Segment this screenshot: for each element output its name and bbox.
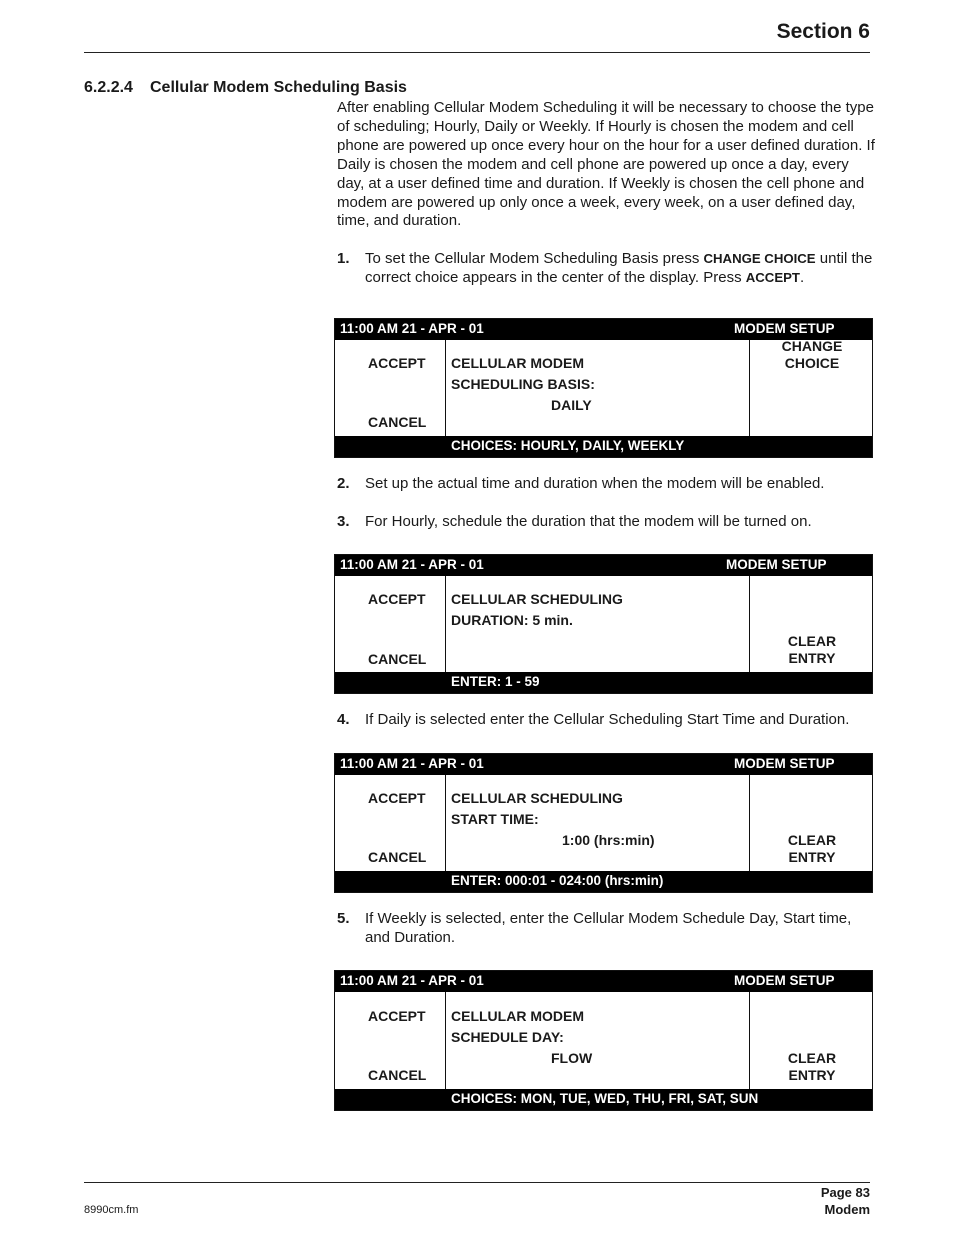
display-mode: MODEM SETUP <box>734 756 835 771</box>
display-divider <box>749 992 750 1089</box>
step-number: 5. <box>337 910 350 927</box>
clear-entry-softkey[interactable]: CLEAR ENTRY <box>787 1050 837 1083</box>
display-divider <box>445 340 446 436</box>
chapter-name: Modem <box>824 1202 870 1217</box>
display-datetime: 11:00 AM 21 - APR - 01 <box>340 321 484 336</box>
heading-title: Cellular Modem Scheduling Basis <box>150 79 407 96</box>
display-footer-bar <box>335 1089 872 1110</box>
step-3 <box>337 512 877 531</box>
step-text: Set up the actual time and duration when the modem will be enabled. <box>365 475 825 492</box>
step-text: If Daily is selected enter the Cellular Scheduling Start Time and Duration. <box>365 711 850 728</box>
display-datetime: 11:00 AM 21 - APR - 01 <box>340 557 484 572</box>
step-2 <box>337 474 877 493</box>
display-line1: CELLULAR MODEM <box>451 355 584 371</box>
display-datetime: 11:00 AM 21 - APR - 01 <box>340 973 484 988</box>
display-divider <box>445 576 446 672</box>
accept-softkey[interactable]: ACCEPT <box>368 790 426 806</box>
step-number: 3. <box>337 513 350 530</box>
step-number: 2. <box>337 475 350 492</box>
display-panel-start-time <box>334 753 873 893</box>
subsection-heading <box>84 79 407 97</box>
display-footer-bar <box>335 672 872 693</box>
cancel-softkey[interactable]: CANCEL <box>368 849 427 865</box>
display-mode: MODEM SETUP <box>734 973 835 988</box>
display-value: 1:00 (hrs:min) <box>562 832 655 848</box>
step-5 <box>337 909 877 947</box>
display-value: DAILY <box>551 397 592 413</box>
display-status-bar <box>335 754 872 775</box>
cancel-softkey[interactable]: CANCEL <box>368 414 427 430</box>
display-status-bar <box>335 555 872 576</box>
display-panel-duration <box>334 554 873 694</box>
clear-entry-softkey[interactable]: CLEAR ENTRY <box>787 633 837 666</box>
accept-softkey[interactable]: ACCEPT <box>368 1008 426 1024</box>
display-status-bar <box>335 971 872 992</box>
step-number: 4. <box>337 711 350 728</box>
display-line2: SCHEDULE DAY: <box>451 1029 564 1045</box>
display-line1: CELLULAR SCHEDULING <box>451 790 623 806</box>
step-text: For Hourly, schedule the duration that the modem will be turned on. <box>365 513 812 530</box>
page-number: Page 83 <box>820 1185 870 1200</box>
display-mode: MODEM SETUP <box>734 321 835 336</box>
display-value: FLOW <box>551 1050 593 1066</box>
step-text: If Weekly is selected, enter the Cellular Modem Schedule Day, Start time, and Duration. <box>365 910 852 946</box>
display-footer: CHOICES: HOURLY, DAILY, WEEKLY <box>451 438 685 453</box>
display-divider <box>749 576 750 672</box>
display-panel-basis <box>334 318 873 458</box>
header-rule <box>84 52 870 53</box>
accept-key: ACCEPT <box>745 270 800 285</box>
display-footer-bar <box>335 436 872 457</box>
display-datetime: 11:00 AM 21 - APR - 01 <box>340 756 484 771</box>
footer-rule <box>84 1182 870 1183</box>
cancel-softkey[interactable]: CANCEL <box>368 1067 427 1083</box>
step-1 <box>337 249 877 287</box>
display-line1: CELLULAR SCHEDULING <box>451 591 623 607</box>
heading-number: 6.2.2.4 <box>84 79 133 96</box>
display-divider <box>445 775 446 871</box>
accept-softkey[interactable]: ACCEPT <box>368 355 426 371</box>
display-panel-schedule-day <box>334 970 873 1111</box>
step-number: 1. <box>337 250 350 267</box>
accept-softkey[interactable]: ACCEPT <box>368 591 426 607</box>
change-choice-key: CHANGE CHOICE <box>703 251 816 266</box>
intro-paragraph: After enabling Cellular Modem Scheduling it will be necessary to choose the type of scheduling; Hourly, Daily or Weekly. If Hourly is chosen the modem and cell phone are powered up once every hour on the hour for a user defined duration. If Daily is chosen the modem and cell phone are powered up once a day, every day, at a user defined time and duration. If Weekly is chosen the cell phone and modem are powered up only once a week, every week, on a user defined day, time, and duration. <box>337 99 875 230</box>
display-line2: DURATION: 5 min. <box>451 612 573 628</box>
display-divider <box>749 775 750 871</box>
display-line2: SCHEDULING BASIS: <box>451 376 595 392</box>
step-4 <box>337 710 877 729</box>
file-name: 8990cm.fm <box>84 1204 139 1216</box>
cancel-softkey[interactable]: CANCEL <box>368 651 427 667</box>
section-title: Section 6 <box>776 20 870 43</box>
change-choice-softkey[interactable]: CHANGE CHOICE <box>781 338 843 371</box>
display-line1: CELLULAR MODEM <box>451 1008 584 1024</box>
clear-entry-softkey[interactable]: CLEAR ENTRY <box>787 832 837 865</box>
display-line2: START TIME: <box>451 811 539 827</box>
display-divider <box>445 992 446 1089</box>
display-footer: ENTER: 000:01 - 024:00 (hrs:min) <box>451 873 664 888</box>
step-text: To set the Cellular Modem Scheduling Basis press CHANGE CHOICE until the correct choice appears in the center of the display. Press ACCEPT. <box>365 250 873 286</box>
display-status-bar <box>335 319 872 340</box>
display-divider <box>749 340 750 436</box>
display-footer: CHOICES: MON, TUE, WED, THU, FRI, SAT, SUN <box>451 1091 759 1106</box>
display-footer-bar <box>335 871 872 892</box>
display-footer: ENTER: 1 - 59 <box>451 674 540 689</box>
display-mode: MODEM SETUP <box>726 557 827 572</box>
